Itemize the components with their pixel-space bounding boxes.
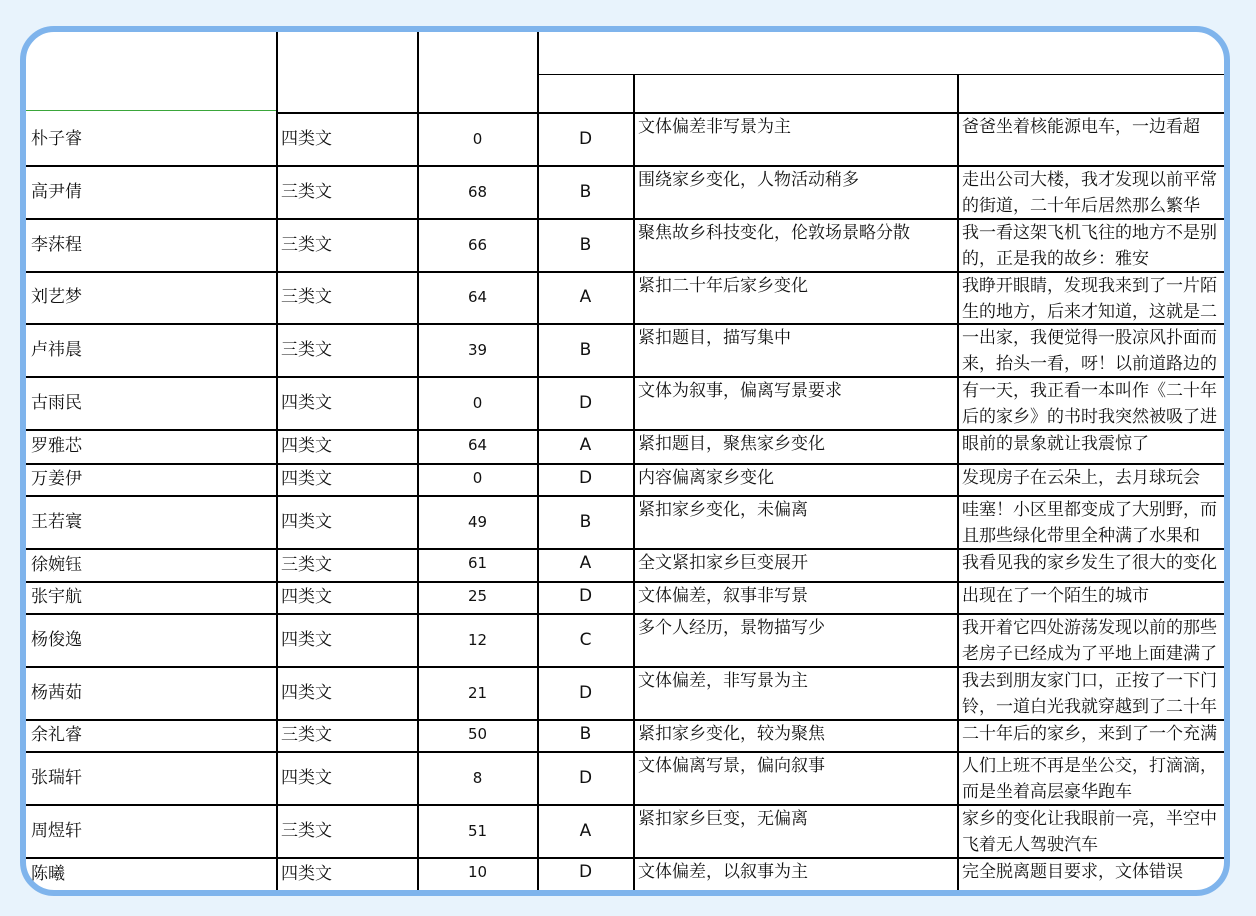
grid-line <box>537 74 1224 75</box>
cell-score: 64 <box>467 288 488 306</box>
cell-category: 四类文 <box>281 768 332 788</box>
cell-excerpt: 爸爸坐着核能源电车，一边看超 <box>962 117 1200 137</box>
cell-name: 王若寰 <box>31 512 82 532</box>
cell-comment: 紧扣题目，聚焦家乡变化 <box>638 434 825 454</box>
cell-comment: 聚焦故乡科技变化，伦敦场景略分散 <box>638 223 910 243</box>
cell-excerpt: 眼前的景象就让我震惊了 <box>962 434 1149 454</box>
cell-category: 四类文 <box>281 587 332 607</box>
cell-name: 周煜轩 <box>31 821 82 841</box>
cell-score: 64 <box>467 436 488 454</box>
cell-grade: C <box>579 630 592 650</box>
cell-excerpt: 人们上班不再是坐公交，打滴滴，而是坐着高层豪华跑车 <box>962 756 1217 802</box>
cell-comment: 文体偏差，叙事非写景 <box>638 586 808 606</box>
cell-name: 李莯程 <box>31 235 82 255</box>
cell-category: 三类文 <box>281 340 332 360</box>
cell-excerpt: 一出家，我便觉得一股凉风扑面而来，抬头一看，呀！以前道路边的 <box>962 328 1217 374</box>
cell-comment: 紧扣题目，描写集中 <box>638 328 791 348</box>
cell-grade: D <box>578 683 593 703</box>
cell-category: 三类文 <box>281 725 332 745</box>
cell-excerpt: 我睁开眼睛，发现我来到了一片陌生的地方，后来才知道，这就是二 <box>962 276 1217 322</box>
cell-grade: A <box>579 287 592 307</box>
cell-grade: B <box>579 182 592 202</box>
spreadsheet <box>26 32 1224 890</box>
cell-comment: 内容偏离家乡变化 <box>638 468 774 488</box>
cell-score: 39 <box>467 341 488 359</box>
cell-score: 0 <box>472 130 483 148</box>
cell-category: 三类文 <box>281 235 332 255</box>
header-col-name <box>30 40 270 110</box>
cell-comment: 全文紧扣家乡巨变展开 <box>638 553 808 573</box>
cell-grade: D <box>578 862 593 882</box>
cell-name: 卢祎晨 <box>31 340 82 360</box>
cell-name: 刘艺梦 <box>31 287 82 307</box>
cell-category: 四类文 <box>281 630 332 650</box>
cell-category: 四类文 <box>281 512 332 532</box>
cell-category: 三类文 <box>281 821 332 841</box>
cell-category: 四类文 <box>281 436 332 456</box>
cell-score: 50 <box>467 725 488 743</box>
cell-score: 12 <box>467 631 488 649</box>
cell-grade: A <box>579 553 592 573</box>
cell-excerpt: 发现房子在云朵上，去月球玩会 <box>962 468 1200 488</box>
cell-comment: 紧扣家乡变化，较为聚焦 <box>638 724 825 744</box>
cell-comment: 文体偏差，非写景为主 <box>638 671 808 691</box>
document-frame <box>20 26 1230 896</box>
cell-category: 三类文 <box>281 555 332 575</box>
cell-grade: D <box>578 768 593 788</box>
cell-name: 古雨民 <box>31 393 82 413</box>
cell-comment: 围绕家乡变化，人物活动稍多 <box>638 170 859 190</box>
cell-score: 0 <box>472 394 483 412</box>
cell-comment: 紧扣二十年后家乡变化 <box>638 276 808 296</box>
cell-name: 杨俊逸 <box>31 630 82 650</box>
header-group <box>542 40 1222 66</box>
cell-excerpt: 家乡的变化让我眼前一亮，半空中飞着无人驾驶汽车 <box>962 809 1217 855</box>
cell-score: 8 <box>472 769 483 787</box>
cell-name: 高尹倩 <box>31 182 82 202</box>
cell-comment: 文体偏差，以叙事为主 <box>638 862 808 882</box>
cell-excerpt: 哇塞！小区里都变成了大别野，而且那些绿化带里全种满了水果和 <box>962 500 1217 546</box>
cell-excerpt: 我开着它四处游荡发现以前的那些老房子已经成为了平地上面建满了 <box>962 618 1217 664</box>
cell-category: 四类文 <box>281 683 332 703</box>
cell-excerpt: 我看见我的家乡发生了很大的变化 <box>962 553 1217 573</box>
cell-score: 51 <box>467 822 488 840</box>
cell-comment: 多个人经历，景物描写少 <box>638 618 825 638</box>
cell-category: 四类文 <box>281 393 332 413</box>
cell-category: 四类文 <box>281 469 332 489</box>
cell-score: 10 <box>467 863 488 881</box>
cell-name: 万姜伊 <box>31 469 82 489</box>
cell-excerpt: 二十年后的家乡，来到了一个充满 <box>962 724 1217 744</box>
cell-excerpt: 完全脱离题目要求，文体错误 <box>962 862 1183 882</box>
cell-category: 三类文 <box>281 287 332 307</box>
cell-name: 朴子睿 <box>31 129 82 149</box>
cell-excerpt: 有一天，我正看一本叫作《二十年后的家乡》的书时我突然被吸了进 <box>962 381 1217 427</box>
cell-grade: D <box>578 468 593 488</box>
cell-name: 张瑞轩 <box>31 768 82 788</box>
cell-category: 四类文 <box>281 864 332 884</box>
cell-name: 徐婉钰 <box>31 555 82 575</box>
cell-grade: B <box>579 512 592 532</box>
cell-comment: 文体为叙事，偏离写景要求 <box>638 381 842 401</box>
cell-comment: 文体偏离写景，偏向叙事 <box>638 756 825 776</box>
cell-name: 陈曦 <box>31 864 65 884</box>
cell-grade: D <box>578 586 593 606</box>
grid-line <box>26 110 276 111</box>
cell-grade: B <box>579 340 592 360</box>
cell-score: 61 <box>467 554 488 572</box>
cell-name: 罗雅芯 <box>31 436 82 456</box>
cell-grade: B <box>579 724 592 744</box>
cell-excerpt: 我一看这架飞机飞往的地方不是别的，正是我的故乡：雅安 <box>962 223 1217 269</box>
cell-score: 49 <box>467 513 488 531</box>
cell-comment: 紧扣家乡变化，未偏离 <box>638 500 808 520</box>
cell-grade: D <box>578 129 593 149</box>
cell-grade: A <box>579 821 592 841</box>
cell-name: 张宇航 <box>31 587 82 607</box>
header-col-score <box>422 40 532 110</box>
cell-grade: A <box>579 435 592 455</box>
cell-comment: 紧扣家乡巨变，无偏离 <box>638 809 808 829</box>
cell-grade: B <box>579 235 592 255</box>
cell-score: 0 <box>472 469 483 487</box>
cell-category: 三类文 <box>281 182 332 202</box>
cell-comment: 文体偏差非写景为主 <box>638 117 791 137</box>
cell-score: 25 <box>467 587 488 605</box>
cell-score: 68 <box>467 183 488 201</box>
cell-category: 四类文 <box>281 129 332 149</box>
cell-score: 21 <box>467 684 488 702</box>
cell-name: 杨茜茹 <box>31 683 82 703</box>
header-col-category <box>281 40 411 110</box>
cell-name: 余礼睿 <box>31 725 82 745</box>
cell-excerpt: 出现在了一个陌生的城市 <box>962 586 1149 606</box>
cell-score: 66 <box>467 236 488 254</box>
header-sub-excerpt <box>962 76 1222 106</box>
cell-grade: D <box>578 393 593 413</box>
cell-excerpt: 我去到朋友家门口，正按了一下门铃，一道白光我就穿越到了二十年 <box>962 671 1217 717</box>
header-sub-comment <box>638 76 948 106</box>
cell-excerpt: 走出公司大楼，我才发现以前平常的街道，二十年后居然那么繁华 <box>962 170 1217 216</box>
